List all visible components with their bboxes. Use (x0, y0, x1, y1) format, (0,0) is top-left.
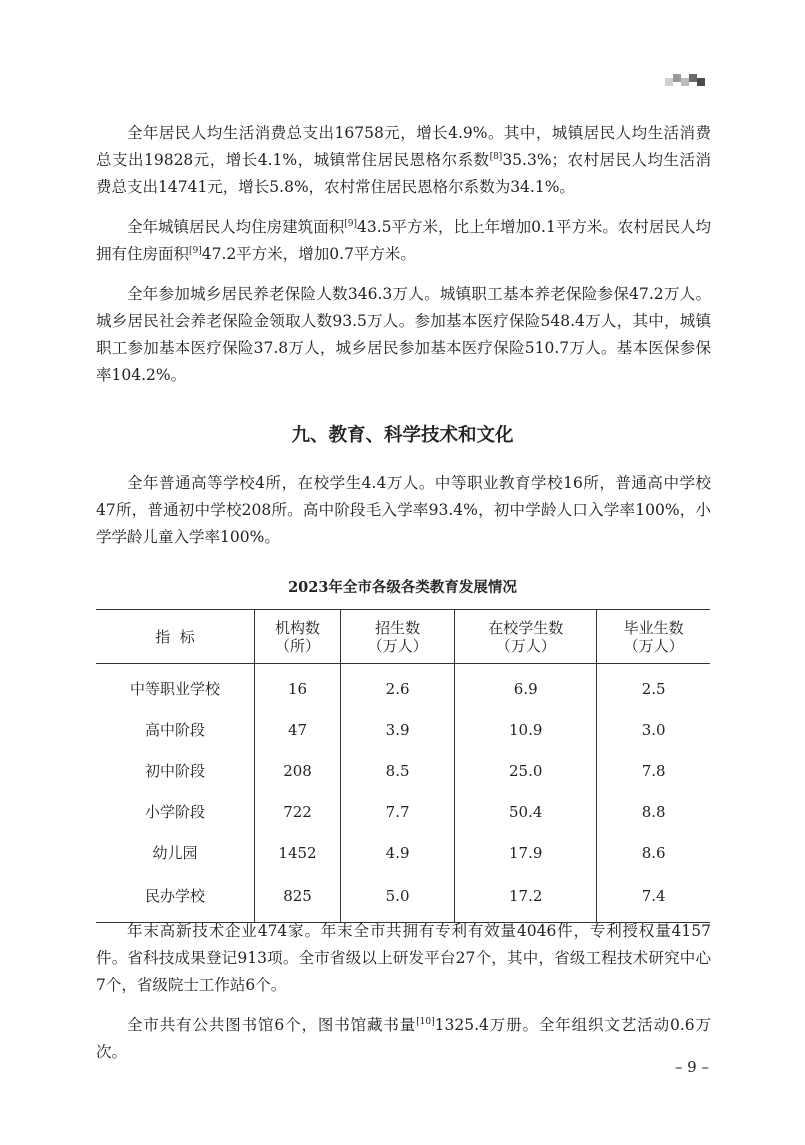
cell-graduates: 8.8 (597, 791, 710, 832)
cell-institutions: 47 (255, 709, 341, 750)
paragraph-consumption: 全年居民人均生活消费总支出16758元，增长4.9%。其中，城镇居民人均生活消费总支出19828元，增长4.1%，城镇常住居民恩格尔系数[8]35.3%；农村居民人均生活消费总支出14741元，增长5.8%，农村常住居民恩格尔系数为34.1%。 (96, 124, 711, 196)
table-header-row (96, 610, 710, 664)
cell-institutions: 825 (255, 873, 341, 923)
cell-institutions: 208 (255, 750, 341, 791)
cell-enrollment: 7.7 (341, 791, 455, 832)
header-institutions: 机构数 （所） (255, 610, 341, 664)
cell-students: 50.4 (455, 791, 597, 832)
table-row (96, 832, 710, 873)
paragraph-insurance: 全年参加城乡居民养老保险人数346.3万人。城镇职工基本养老保险参保47.2万人。城乡居民社会养老保险金领取人数93.5万人。参加基本医疗保险548.4万人，其中，城镇职工参加基本医疗保险37.8万人，城乡居民参加基本医疗保险510.7万人。基本医保参保率104.2%。 (96, 285, 711, 384)
paragraph-libraries: 全市共有公共图书馆6个，图书馆藏书量[10]1325.4万册。全年组织文艺活动0.6万次。 (96, 1016, 711, 1061)
cell-graduates: 2.5 (597, 664, 710, 710)
cell-enrollment: 4.9 (341, 832, 455, 873)
table-row (96, 709, 710, 750)
header-graduates: 毕业生数 （万人） (597, 610, 710, 664)
row-label: 初中阶段 (144, 762, 205, 780)
paragraph-technology: 年末高新技术企业474家。年末全市共拥有专利有效量4046件，专利授权量4157件。省科技成果登记913项。全市省级以上研发平台27个，其中，省级工程技术研究中心7个，省级院士工作站6个。 (96, 922, 711, 994)
cell-students: 10.9 (455, 709, 597, 750)
row-label: 民办学校 (144, 887, 205, 905)
cell-graduates: 7.8 (597, 750, 710, 791)
cell-students: 17.2 (455, 873, 597, 923)
row-label: 中等职业学校 (129, 680, 220, 698)
header-enrollment: 招生数 （万人） (341, 610, 455, 664)
page-number: – 9 – (674, 1058, 709, 1076)
table-row (96, 664, 710, 710)
row-label: 小学阶段 (144, 803, 205, 821)
cell-enrollment: 5.0 (341, 873, 455, 923)
cell-graduates: 3.0 (597, 709, 710, 750)
row-label: 高中阶段 (144, 721, 205, 739)
cell-graduates: 7.4 (597, 873, 710, 923)
cell-enrollment: 8.5 (341, 750, 455, 791)
table-row (96, 750, 710, 791)
table-title: 2023年全市各级各类教育发展情况 (288, 579, 517, 596)
table-row (96, 873, 710, 923)
header-students: 在校学生数 （万人） (455, 610, 597, 664)
paragraph-housing: 全年城镇居民人均住房建筑面积[9]43.5平方米，比上年增加0.1平方米。农村居民人均拥有住房面积[9]47.2平方米，增加0.7平方米。 (96, 218, 711, 263)
corner-mark-icon (665, 74, 705, 86)
cell-institutions: 16 (255, 664, 341, 710)
section-heading: 九、教育、科学技术和文化 (291, 425, 514, 446)
education-table (96, 609, 710, 923)
header-indicator: 指 标 (96, 610, 255, 664)
cell-enrollment: 3.9 (341, 709, 455, 750)
cell-institutions: 722 (255, 791, 341, 832)
cell-enrollment: 2.6 (341, 664, 455, 710)
cell-students: 25.0 (455, 750, 597, 791)
cell-students: 6.9 (455, 664, 597, 710)
cell-students: 17.9 (455, 832, 597, 873)
table-row (96, 791, 710, 832)
row-label: 幼儿园 (152, 844, 198, 862)
cell-graduates: 8.6 (597, 832, 710, 873)
cell-institutions: 1452 (255, 832, 341, 873)
paragraph-schools: 全年普通高等学校4所，在校学生4.4万人。中等职业教育学校16所，普通高中学校47所，普通初中学校208所。高中阶段毛入学率93.4%，初中学龄人口入学率100%，小学学龄儿童入学率100%。 (96, 474, 711, 546)
